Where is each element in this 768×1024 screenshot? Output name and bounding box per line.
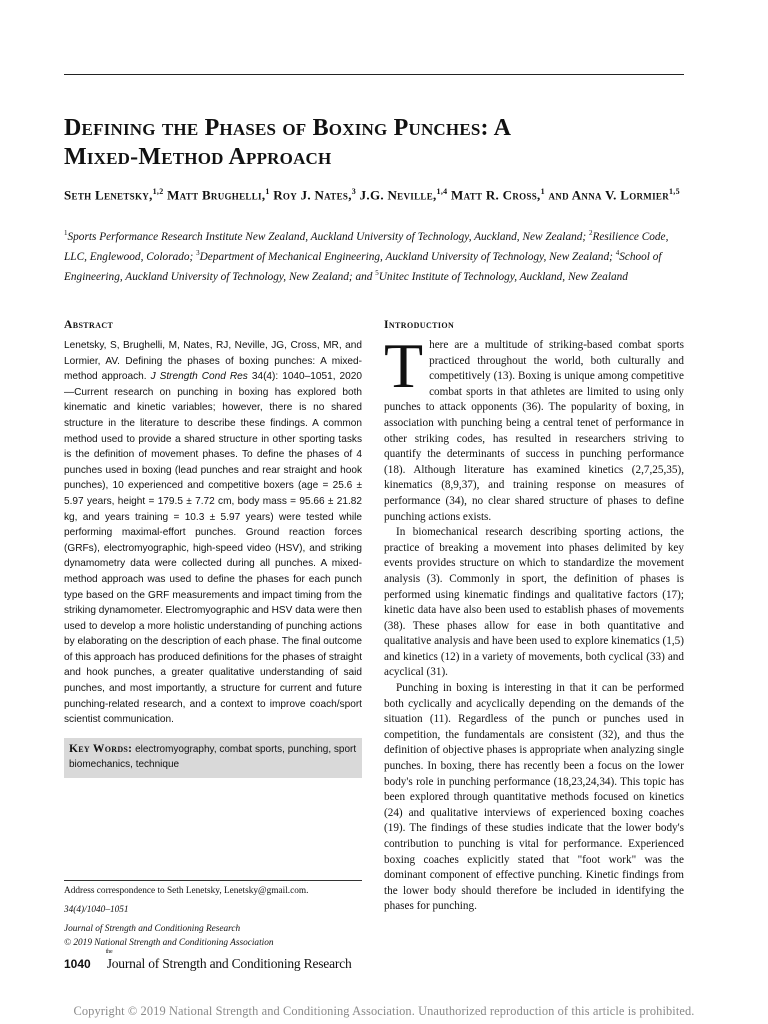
journal-logo-text: Journal of Strength and Conditioning Research [106, 956, 352, 971]
keywords-label: Key Words: [69, 742, 133, 755]
author-affil-mark: 1,5 [669, 187, 680, 196]
affil-text: Department of Mechanical Engineering, Auckland University of Technology, New Zealand; [199, 250, 616, 263]
correspondence-footnote [64, 880, 362, 950]
introduction-column [384, 318, 684, 915]
intro-paragraph-1 [384, 330, 684, 525]
footnote-rule [64, 880, 362, 881]
volume-pages: 34(4)/1040–1051 [64, 905, 129, 915]
author-name: Matt Brughelli, [163, 187, 266, 203]
abstract-column [64, 318, 362, 778]
title-line-1: Defining the Phases of Boxing Punches: A [64, 115, 512, 141]
page-footer [64, 949, 352, 975]
drop-cap: T [384, 330, 424, 401]
affil-mark: 2 [588, 229, 593, 237]
header-rule [64, 74, 684, 75]
intro-paragraph-3: Punching in boxing is interesting in that it can be performed both cyclically and acyclically depending on the demands of the situation (11). Regardless of the punch or punches used in competition, the fundamentals are consistent (32), and thus the definition of objective phases is appropriate when analyzing single punches. In boxing, there has recently been a focus on the lower body's role in punching performance (18,23,24,34). This topic has been explored through quantitative methods focused on kinetics (24) and qualitative interviews of experienced boxing coaches (19). The findings of these studies indicate that the lower body's contribution to punching is vital for performance. Experienced boxing coaches explicitly stated that "foot work" was the dominant component of effective punching. Kinetic findings from the lower body should therefore be included in identifying the phases for punching. [384, 682, 684, 913]
author-affil-mark: 3 [351, 187, 357, 196]
article-title [64, 114, 704, 172]
author-name: Seth Lenetsky, [64, 187, 153, 203]
copyright-banner: Copyright © 2019 National Strength and Conditioning Association. Unauthorized reproduction of this article is prohibited. [73, 1004, 695, 1018]
introduction-heading: Introduction [384, 319, 455, 331]
abstract-citation: Lenetsky, S, Brughelli, M, Nates, RJ, Neville, JG, Cross, MR, and Lormier, AV. Defining the phases of boxing punches: A mixed-method approach. [64, 340, 362, 383]
affiliations [64, 225, 676, 284]
author-name: Matt R. Cross, [447, 187, 541, 203]
footnote-journal: Journal of Strength and Conditioning Research [64, 924, 241, 934]
affil-mark: 5 [375, 268, 379, 277]
affil-mark: 3 [196, 248, 200, 257]
author-affil-mark: 1 [540, 187, 545, 196]
affil-text: School of Engineering, Auckland University of Technology, New Zealand; and [64, 250, 662, 283]
affil-mark: 1 [64, 229, 68, 237]
journal-logo-the: the [105, 949, 113, 955]
correspondence-address: Address correspondence to Seth Lenetsky, Lenetsky@gmail.com. [64, 886, 309, 896]
keywords-box [64, 738, 362, 778]
abstract-journal: J Strength Cond Res [150, 371, 248, 383]
keywords-text: electromyography, combat sports, punching, sport biomechanics, technique [69, 743, 357, 770]
author-name: J.G. Neville, [356, 187, 437, 203]
abstract-heading: Abstract [64, 319, 114, 331]
affil-mark: 4 [615, 248, 620, 257]
author-affil-mark: 1 [265, 187, 270, 196]
author-name: and Anna V. Lormier [544, 187, 669, 203]
title-line-2: Mixed-Method Approach [64, 144, 332, 170]
affil-text: Sports Performance Research Institute New Zealand, Auckland University of Technology, Auckland, New Zealand; [67, 230, 589, 243]
intro-paragraph-2: In biomechanical research describing sporting actions, the practice of breaking a movement into phases delimited by key events provides structure on which to standardize the movement analysis (3). Commonly in sport, the definition of phases is performed using kinematic findings and qualitative factors (17); kinetic data have also been used to establish phases of movements (38). These phases allow for ease in both quantitative and qualitative analysis and have been used to explore kinematics (1,5) and kinetics (12) in a variety of movements, both cyclical (33) and acyclical (31). [384, 526, 684, 679]
affil-text: Resilience Code, LLC, Englewood, Colorado; [64, 230, 669, 263]
abstract-text [64, 338, 362, 728]
intro-paragraph-1-text: here are a multitude of striking-based combat sports practiced throughout the world, both culturally and competitively (13). Boxing is unique among competitive combat sports in that athletes are limited to using only punches to attack opponents (36). The popularity of boxing, in association with punching being a central tenet of performance in other striking codes, has resulted in researchers striving to quantify the determinants of success in punching performance (18). Although literature has examined kinetics (2,7,25,35), kinematics (8,9,37), and training response on measures of performance (34), no clear shared structure of phases to define punching actions exists. [384, 339, 684, 523]
affil-text: Unitec Institute of Technology, Auckland, New Zealand [378, 270, 628, 283]
author-affil-mark: 1,4 [436, 187, 448, 196]
author-name: Roy J. Nates, [269, 187, 352, 203]
author-affil-mark: 1,2 [152, 187, 164, 196]
page-number: 1040 [64, 957, 91, 971]
journal-logo [105, 949, 352, 971]
author-list [64, 183, 704, 204]
footnote-copyright: © 2019 National Strength and Conditioning Association [64, 938, 274, 948]
abstract-body: 34(4): 1040–1051, 2020—Current research on punching in boxing has explored both kinematic and kinetic variables; however, there is no shared structure in the literature to describe these findings. A common method used to provide a shared structure in other sporting tasks is the definition of movement phases. To define the phases of 4 punches used in boxing (lead punches and rear straight and hook punches), 10 experienced and competitive boxers (age = 25.6 ± 5.97 years, height = 179.5 ± 7.72 cm, body mass = 95.66 ± 21.82 kg, and years training = 10.3 ± 5.97 years) were tested while performing maximal-effort punches. Ground reaction forces (GRFs), electromyographic, high-speed video (HSV), and striking dynamometry data were collected during all punches. A mixed-method approach was used to define the phases for each punch type based on the GRF measurements and impact timing from the striking dynamometer. Electromyographic and HSV data were then used to develop a more holistic understanding of punching actions by elaborating on the description of each phase. The final outcome of this approach has produced definitions for the phases of straight and hook punches, a greater qualitative understanding of said punches, and most importantly, a structure for current and future punching-related research, and a context to improve coach/sport scientist communication. [64, 371, 362, 726]
